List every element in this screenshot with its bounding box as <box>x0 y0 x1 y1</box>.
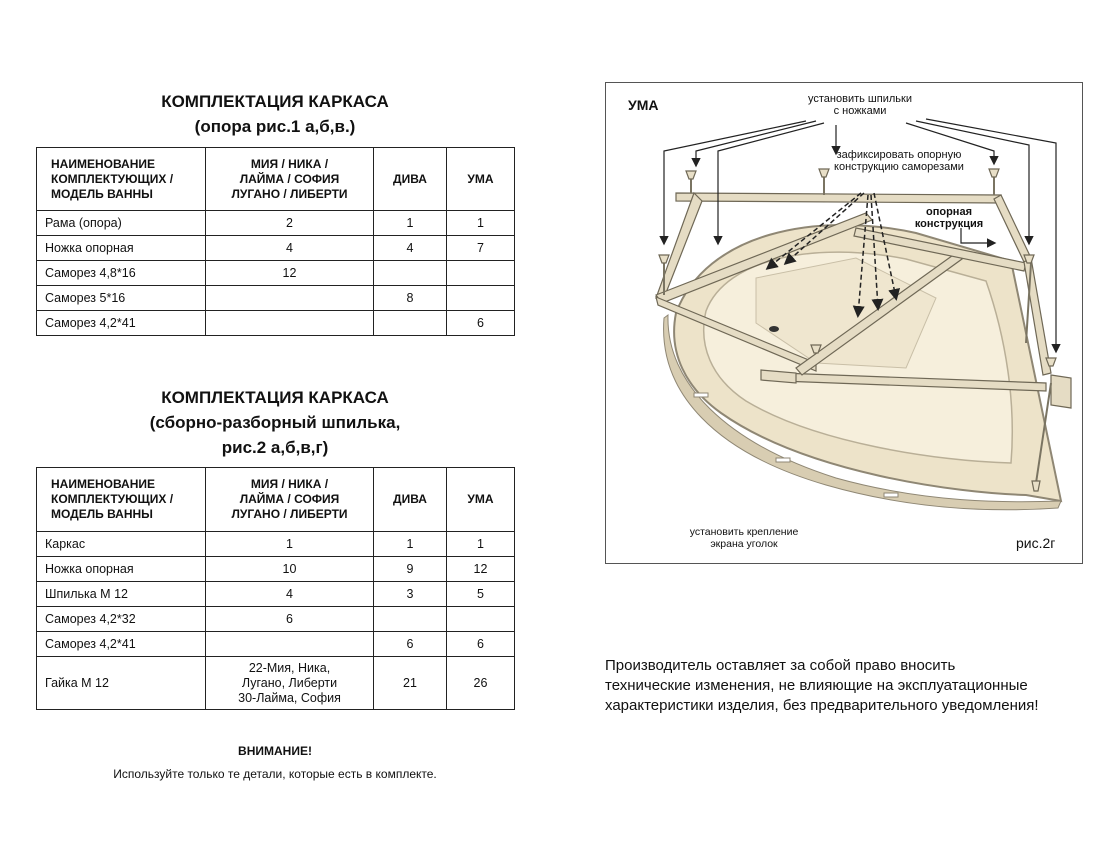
cell-col2: 4 <box>374 236 447 261</box>
cell-col3: 7 <box>447 236 515 261</box>
table1-header-row <box>37 148 515 211</box>
header-line: МОДЕЛЬ ВАННЫ <box>51 186 153 201</box>
assembly-figure <box>605 82 1083 564</box>
header-line: МИЯ / НИКА / <box>250 156 329 171</box>
disclaimer-line: Производитель оставляет за собой право вносить <box>605 657 956 674</box>
cell-name: Каркас <box>37 532 206 557</box>
table-row <box>37 607 515 632</box>
header-line: ЛАЙМА / СОФИЯ <box>239 171 340 186</box>
table-row <box>37 632 515 657</box>
header-line: МОДЕЛЬ ВАННЫ <box>51 507 153 521</box>
cell-col3: 12 <box>447 557 515 582</box>
table-row <box>37 236 515 261</box>
table-row <box>37 311 515 336</box>
table2 <box>36 467 515 710</box>
header-line: КОМПЛЕКТУЮЩИХ / <box>51 492 174 506</box>
table2-header-row <box>37 468 515 532</box>
table-row <box>37 582 515 607</box>
label-line: с ножками <box>833 105 887 117</box>
cell-col2: 1 <box>374 532 447 557</box>
table-row <box>37 532 515 557</box>
table1-header-col1 <box>206 148 374 211</box>
notice-title: ВНИМАНИЕ! <box>238 744 312 758</box>
table-row <box>37 557 515 582</box>
cell-name: Саморез 5*16 <box>37 286 206 311</box>
cell-name: Ножка опорная <box>37 557 206 582</box>
figure-caption: рис.2г <box>1016 535 1056 551</box>
cell-col3: 1 <box>447 532 515 557</box>
table1-title <box>36 89 514 139</box>
cell-col3 <box>447 286 515 311</box>
table2-title-line3: рис.2 а,б,в,г) <box>221 438 329 457</box>
header-line: МИЯ / НИКА / <box>250 477 329 491</box>
cell-col1: 4 <box>206 236 374 261</box>
cell-col1: 4 <box>206 582 374 607</box>
cell-line: Лугано, Либерти <box>241 675 338 690</box>
cell-name: Саморез 4,2*41 <box>37 632 206 657</box>
cell-col1: 10 <box>206 557 374 582</box>
cell-col3: 6 <box>447 311 515 336</box>
label-line: конструкция <box>914 218 984 230</box>
label-line: установить шпильки <box>808 93 912 105</box>
header-line: ЛАЙМА / СОФИЯ <box>239 492 340 506</box>
disclaimer-line: технические изменения, не влияющие на эксплуатационные <box>605 677 1028 694</box>
label-line: экрана уголок <box>710 538 778 550</box>
label-line: установить крепление <box>689 526 799 538</box>
label-install-studs <box>780 93 940 117</box>
cell-col3: 6 <box>447 632 515 657</box>
table-row <box>37 261 515 286</box>
cell-col1 <box>206 657 374 710</box>
cell-name: Саморез 4,2*41 <box>37 311 206 336</box>
cell-col2: 8 <box>374 286 447 311</box>
table1 <box>36 147 515 336</box>
cell-name: Саморез 4,2*32 <box>37 607 206 632</box>
table2-header-col1 <box>206 468 374 532</box>
support-arrow <box>961 228 994 243</box>
header-line: НАИМЕНОВАНИЕ <box>51 477 155 491</box>
figure-model-label: УМА <box>628 97 659 113</box>
label-install-bracket <box>664 526 824 550</box>
cell-col2: 21 <box>374 657 447 710</box>
table2-header-col2: ДИВА <box>374 468 447 532</box>
cell-col2 <box>374 607 447 632</box>
cell-col1: 2 <box>206 211 374 236</box>
cell-col1: 1 <box>206 532 374 557</box>
cell-col3 <box>447 607 515 632</box>
label-fix-frame <box>814 149 984 173</box>
cell-col2: 3 <box>374 582 447 607</box>
cell-col2: 9 <box>374 557 447 582</box>
table1-title-line1: КОМПЛЕКТАЦИЯ КАРКАСА <box>161 92 389 111</box>
cell-col3: 5 <box>447 582 515 607</box>
table-row <box>37 286 515 311</box>
cell-col1: 12 <box>206 261 374 286</box>
cell-line: 22-Мия, Ника, <box>248 660 331 675</box>
drain-hole <box>769 326 779 332</box>
cell-name: Рама (опора) <box>37 211 206 236</box>
header-line: ЛУГАНО / ЛИБЕРТИ <box>231 507 348 521</box>
header-line: НАИМЕНОВАНИЕ <box>51 156 155 171</box>
table-row <box>37 211 515 236</box>
cell-col3: 26 <box>447 657 515 710</box>
cell-name: Гайка М 12 <box>37 657 206 710</box>
cell-col2 <box>374 261 447 286</box>
cell-col2: 6 <box>374 632 447 657</box>
disclaimer-line: характеристики изделия, без предварительного уведомления! <box>605 697 1039 714</box>
table2-header-col3: УМА <box>447 468 515 532</box>
label-line: зафиксировать опорную <box>836 149 962 161</box>
table-row <box>37 657 515 710</box>
cell-col1 <box>206 311 374 336</box>
table2-title-line2: (сборно-разборный шпилька, <box>149 413 401 432</box>
header-line: КОМПЛЕКТУЮЩИХ / <box>51 171 174 186</box>
cell-col3: 1 <box>447 211 515 236</box>
cell-col2 <box>374 311 447 336</box>
manufacturer-disclaimer <box>605 656 1095 716</box>
label-line: конструкцию саморезами <box>834 161 964 173</box>
cell-name: Шпилька М 12 <box>37 582 206 607</box>
header-line: ЛУГАНО / ЛИБЕРТИ <box>231 186 348 201</box>
cell-col1 <box>206 286 374 311</box>
cell-name: Саморез 4,8*16 <box>37 261 206 286</box>
cell-name: Ножка опорная <box>37 236 206 261</box>
notice-text: Используйте только те детали, которые есть в комплекте. <box>113 767 437 781</box>
cell-col3 <box>447 261 515 286</box>
cell-col1: 6 <box>206 607 374 632</box>
table2-title <box>36 385 514 460</box>
label-support-structure <box>904 206 994 230</box>
table2-header-name <box>37 468 206 532</box>
cell-col2: 1 <box>374 211 447 236</box>
cell-line: 30-Лайма, София <box>238 690 341 705</box>
table1-header-col2: ДИВА <box>374 148 447 211</box>
cell-col1 <box>206 632 374 657</box>
table1-title-line2: (опора рис.1 а,б,в.) <box>194 117 356 136</box>
table1-header-col3: УМА <box>447 148 515 211</box>
table1-header-name <box>37 148 206 211</box>
label-line: опорная <box>926 206 972 218</box>
table2-title-line1: КОМПЛЕКТАЦИЯ КАРКАСА <box>161 388 389 407</box>
